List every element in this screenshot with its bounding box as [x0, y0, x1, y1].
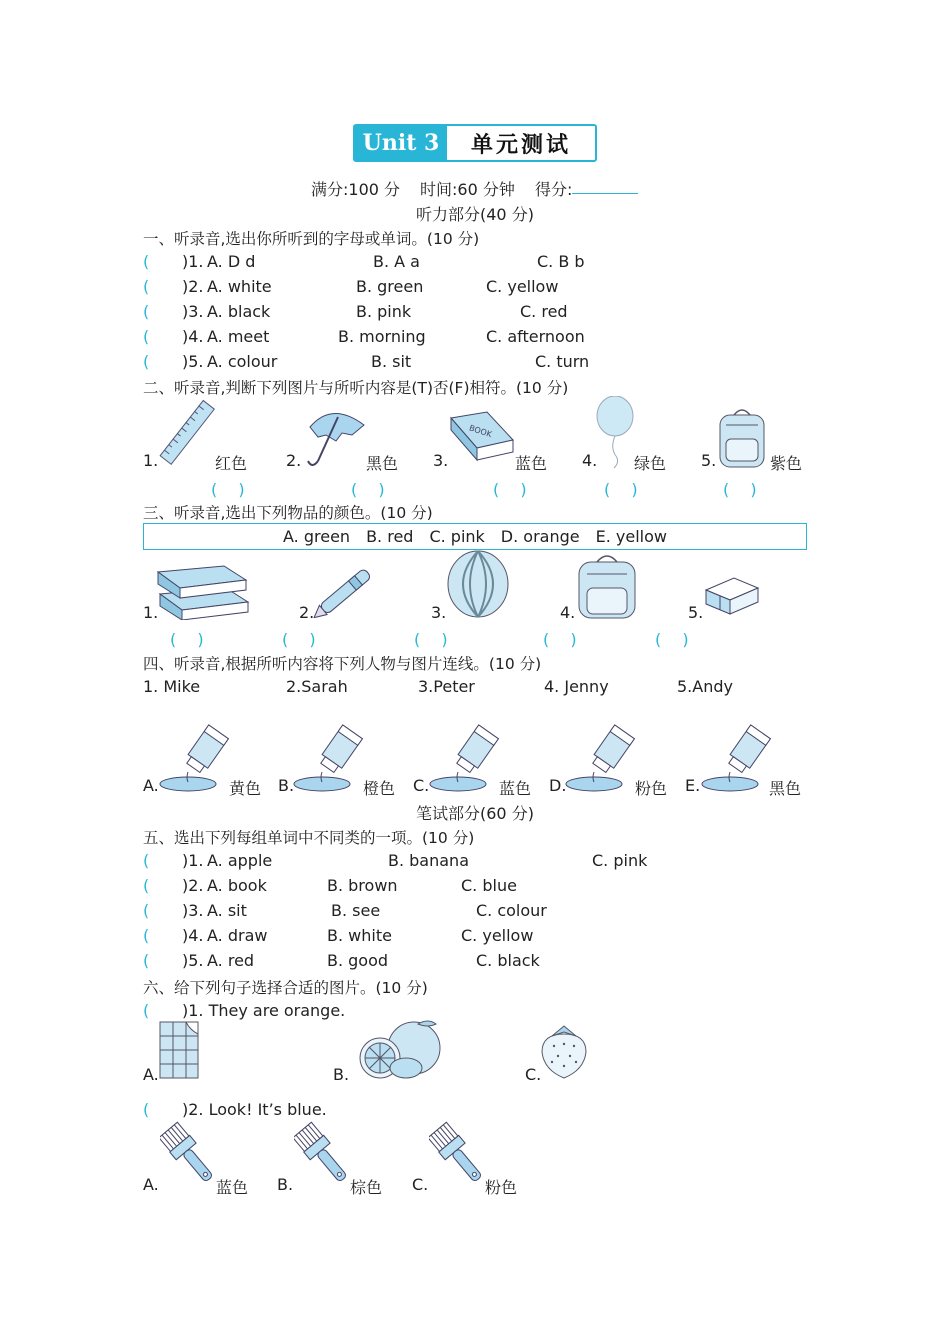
- backpack-icon: [573, 552, 641, 622]
- question-number: )3.: [182, 901, 204, 920]
- option-letter: C.: [412, 1175, 429, 1194]
- option-a: A. D d: [207, 252, 256, 271]
- question-number: )5.: [182, 951, 204, 970]
- question-number: )4.: [182, 926, 204, 945]
- color-label: 黄色: [229, 779, 262, 798]
- test-name: 单元测试: [470, 132, 571, 158]
- umbrella-icon: [302, 405, 368, 469]
- unit-title-banner: [353, 124, 597, 162]
- option-c: C. blue: [461, 876, 517, 895]
- books-stack-icon: [156, 562, 252, 620]
- option-c: C. B b: [537, 252, 585, 271]
- option-letter: C.: [525, 1065, 542, 1084]
- unit-label: Unit 3: [355, 126, 447, 160]
- option-letter: E.: [685, 776, 701, 795]
- section-5-title: 五、选出下列每组单词中不同类的一项。(10 分): [143, 829, 475, 847]
- person-name[interactable]: 1. Mike: [143, 677, 201, 696]
- item-number: 4.: [582, 451, 598, 470]
- color-label: 红色: [215, 454, 248, 473]
- answer-paren[interactable]: (: [143, 1100, 150, 1119]
- option-letter: A.: [143, 776, 159, 795]
- option-b: B. A a: [373, 252, 420, 271]
- option-a: A. colour: [207, 352, 278, 371]
- option-letter: D.: [549, 776, 567, 795]
- option-b: B. green: [356, 277, 424, 296]
- option: C. pink: [429, 527, 485, 546]
- section-1-title: 一、听录音,选出你所听到的字母或单词。(10 分): [143, 230, 480, 248]
- paint-tube-icon[interactable]: [158, 722, 230, 794]
- option-letter: B.: [277, 1175, 294, 1194]
- option-c: C. turn: [535, 352, 590, 371]
- option-c: C. red: [520, 302, 568, 321]
- answer-paren[interactable]: (: [143, 277, 150, 296]
- answer-paren[interactable]: ( ): [351, 480, 385, 499]
- writing-header: 笔试部分(60 分): [416, 804, 534, 823]
- color-label: 黑色: [366, 454, 399, 473]
- answer-paren[interactable]: ( ): [543, 630, 577, 649]
- listening-header: 听力部分(40 分): [416, 205, 534, 224]
- color-label: 紫色: [770, 454, 803, 473]
- question-number: )5.: [182, 352, 204, 371]
- question-number: )4.: [182, 327, 204, 346]
- option-c: C. yellow: [486, 277, 559, 296]
- balloon-icon: [594, 396, 636, 470]
- answer-paren[interactable]: ( ): [282, 630, 316, 649]
- option: B. red: [366, 527, 414, 546]
- option-b: B. white: [327, 926, 392, 945]
- eraser-icon: [702, 572, 762, 616]
- option-c: C. colour: [476, 901, 547, 920]
- item-number: 5.: [701, 451, 717, 470]
- option-b: B. sit: [371, 352, 412, 371]
- answer-paren[interactable]: (: [143, 252, 150, 271]
- option-a: A. draw: [207, 926, 268, 945]
- item-number: 3.: [431, 603, 447, 622]
- question-number: )3.: [182, 302, 204, 321]
- answer-paren[interactable]: (: [143, 926, 150, 945]
- option-b: B. good: [327, 951, 389, 970]
- color-label: 粉色: [635, 779, 668, 798]
- question-number: )1.: [182, 851, 204, 870]
- score-label: 得分:: [535, 180, 573, 199]
- section-2-title: 二、听录音,判断下列图片与所听内容是(T)否(F)相符。(10 分): [143, 379, 569, 397]
- color-label: 绿色: [634, 454, 667, 473]
- answer-paren[interactable]: (: [143, 876, 150, 895]
- option: D. orange: [500, 527, 580, 546]
- section-3-title: 三、听录音,选出下列物品的颜色。(10 分): [143, 504, 433, 522]
- option-a: A. black: [207, 302, 271, 321]
- item-number: 2.: [286, 451, 302, 470]
- answer-paren[interactable]: (: [143, 352, 150, 371]
- answer-paren[interactable]: (: [143, 851, 150, 870]
- paintbrush-icon[interactable]: [160, 1120, 220, 1192]
- answer-paren[interactable]: (: [143, 901, 150, 920]
- option-c: C. pink: [592, 851, 648, 870]
- person-name[interactable]: 4. Jenny: [544, 677, 609, 696]
- option: E. yellow: [595, 527, 667, 546]
- person-name[interactable]: 2.Sarah: [286, 677, 348, 696]
- book-icon: [447, 410, 517, 468]
- watermelon-icon: [444, 548, 512, 620]
- answer-paren[interactable]: (: [143, 951, 150, 970]
- answer-paren[interactable]: ( ): [170, 630, 204, 649]
- oranges-icon[interactable]: [348, 1018, 444, 1080]
- backpack-icon: [714, 405, 770, 469]
- answer-paren[interactable]: ( ): [655, 630, 689, 649]
- option-b: B. banana: [388, 851, 469, 870]
- option-b: B. pink: [356, 302, 412, 321]
- option-a: A. apple: [207, 851, 273, 870]
- option-a: A. red: [207, 951, 255, 970]
- answer-paren[interactable]: ( ): [211, 480, 245, 499]
- paint-tube-icon[interactable]: [564, 722, 636, 794]
- color-label: 橙色: [363, 779, 396, 798]
- chocolate-icon[interactable]: [158, 1020, 202, 1080]
- pen-icon: [310, 562, 384, 618]
- option-a: A. sit: [207, 901, 247, 920]
- question-1: )1. They are orange.: [182, 1001, 346, 1020]
- item-number: 1.: [143, 603, 159, 622]
- option-b: B. morning: [338, 327, 426, 346]
- paintbrush-icon[interactable]: [294, 1120, 354, 1192]
- full-score: 满分:100 分: [311, 180, 401, 199]
- option-letter: B.: [278, 776, 295, 795]
- option: A. green: [283, 527, 351, 546]
- answer-paren[interactable]: ( ): [723, 480, 757, 499]
- score-blank[interactable]: [572, 193, 638, 194]
- color-label: 粉色: [485, 1178, 518, 1197]
- paint-tube-icon[interactable]: [292, 722, 364, 794]
- option-letter: B.: [333, 1065, 350, 1084]
- person-name[interactable]: 5.Andy: [677, 677, 733, 696]
- color-label: 蓝色: [499, 779, 532, 798]
- option-letter: A.: [143, 1175, 159, 1194]
- paint-tube-icon[interactable]: [428, 722, 500, 794]
- ruler-icon: [158, 398, 218, 468]
- color-label: 蓝色: [515, 454, 548, 473]
- strawberry-icon[interactable]: [538, 1020, 590, 1080]
- section-4-title: 四、听录音,根据所听内容将下列人物与图片连线。(10 分): [143, 655, 542, 673]
- option-letter: C.: [413, 776, 430, 795]
- option-b: B. brown: [327, 876, 398, 895]
- color-label: 棕色: [350, 1178, 383, 1197]
- person-name[interactable]: 3.Peter: [418, 677, 475, 696]
- answer-paren[interactable]: ( ): [493, 480, 527, 499]
- question-number: )2.: [182, 277, 204, 296]
- section-6-title: 六、给下列句子选择合适的图片。(10 分): [143, 979, 428, 997]
- time-limit: 时间:60 分钟: [420, 180, 515, 199]
- item-number: 5.: [688, 603, 704, 622]
- question-number: )1.: [182, 252, 204, 271]
- answer-paren[interactable]: (: [143, 302, 150, 321]
- item-number: 3.: [433, 451, 449, 470]
- options-box: [143, 523, 807, 550]
- question-number: )2.: [182, 876, 204, 895]
- item-number: 1.: [143, 451, 159, 470]
- answer-paren[interactable]: (: [143, 327, 150, 346]
- option-c: C. afternoon: [486, 327, 585, 346]
- color-label: 黑色: [769, 779, 802, 798]
- option-letter: A.: [143, 1065, 159, 1084]
- option-a: A. meet: [207, 327, 270, 346]
- option-b: B. see: [331, 901, 381, 920]
- option-c: C. yellow: [461, 926, 534, 945]
- option-c: C. black: [476, 951, 540, 970]
- paintbrush-icon[interactable]: [429, 1120, 489, 1192]
- paint-tube-icon[interactable]: [700, 722, 772, 794]
- answer-paren[interactable]: (: [143, 1001, 150, 1020]
- answer-paren[interactable]: ( ): [414, 630, 448, 649]
- item-number: 2.: [299, 603, 315, 622]
- option-a: A. white: [207, 277, 272, 296]
- option-a: A. book: [207, 876, 267, 895]
- item-number: 4.: [560, 603, 576, 622]
- question-2: )2. Look! It’s blue.: [182, 1100, 327, 1119]
- answer-paren[interactable]: ( ): [604, 480, 638, 499]
- color-label: 蓝色: [216, 1178, 249, 1197]
- book-cover-text: BOOK: [468, 423, 493, 440]
